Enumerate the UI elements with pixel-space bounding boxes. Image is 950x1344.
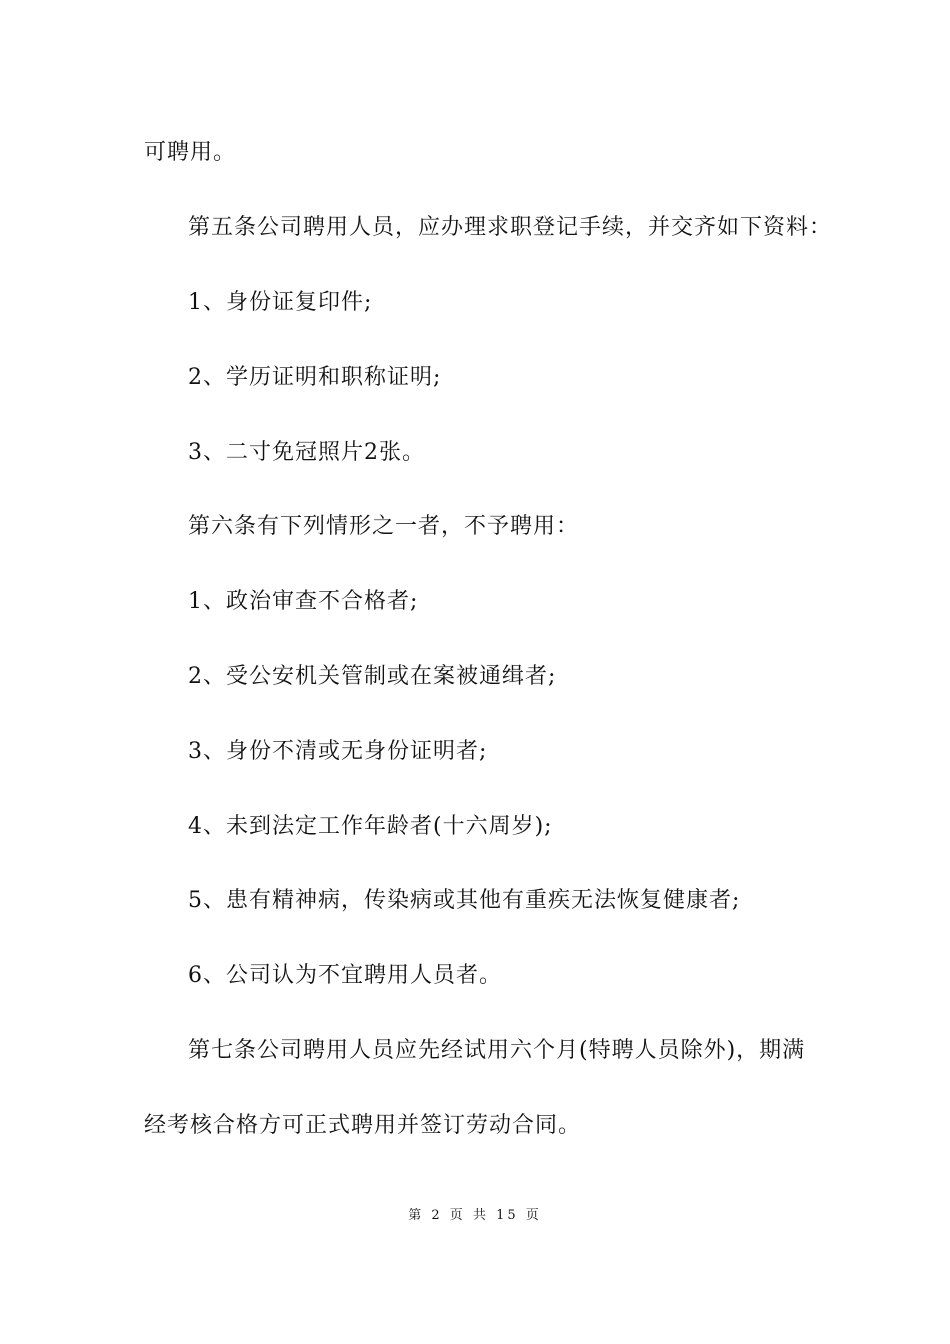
paragraph-line: 可聘用。 bbox=[144, 140, 237, 165]
paragraph-line: 经考核合格方可正式聘用并签订劳动合同。 bbox=[144, 1113, 582, 1138]
footer-suffix: 页 bbox=[525, 1208, 542, 1223]
list-item: 5、患有精神病，传染病或其他有重疾无法恢复健康者; bbox=[188, 888, 741, 913]
list-item: 6、公司认为不宜聘用人员者。 bbox=[188, 963, 502, 988]
footer-middle: 页 共 bbox=[449, 1208, 489, 1223]
footer-prefix: 第 bbox=[408, 1208, 425, 1223]
list-item: 2、受公安机关管制或在案被通缉者; bbox=[188, 664, 557, 689]
paragraph-line: 第六条有下列情形之一者，不予聘用： bbox=[188, 514, 580, 539]
footer-current-page: 2 bbox=[431, 1208, 443, 1223]
page-footer bbox=[0, 1206, 950, 1226]
list-item: 3、二寸免冠照片2张。 bbox=[188, 440, 425, 465]
paragraph-line: 第五条公司聘用人员，应办理求职登记手续，并交齐如下资料： bbox=[188, 215, 833, 240]
list-item: 3、身份不清或无身份证明者; bbox=[188, 739, 488, 764]
list-item: 1、身份证复印件; bbox=[188, 290, 373, 315]
footer-total-pages: 15 bbox=[496, 1208, 519, 1223]
list-item: 1、政治审查不合格者; bbox=[188, 589, 419, 614]
list-item: 2、学历证明和职称证明; bbox=[188, 365, 442, 390]
paragraph-line: 第七条公司聘用人员应先经试用六个月(特聘人员除外)，期满 bbox=[188, 1038, 806, 1063]
list-item: 4、未到法定工作年龄者(十六周岁); bbox=[188, 814, 553, 839]
